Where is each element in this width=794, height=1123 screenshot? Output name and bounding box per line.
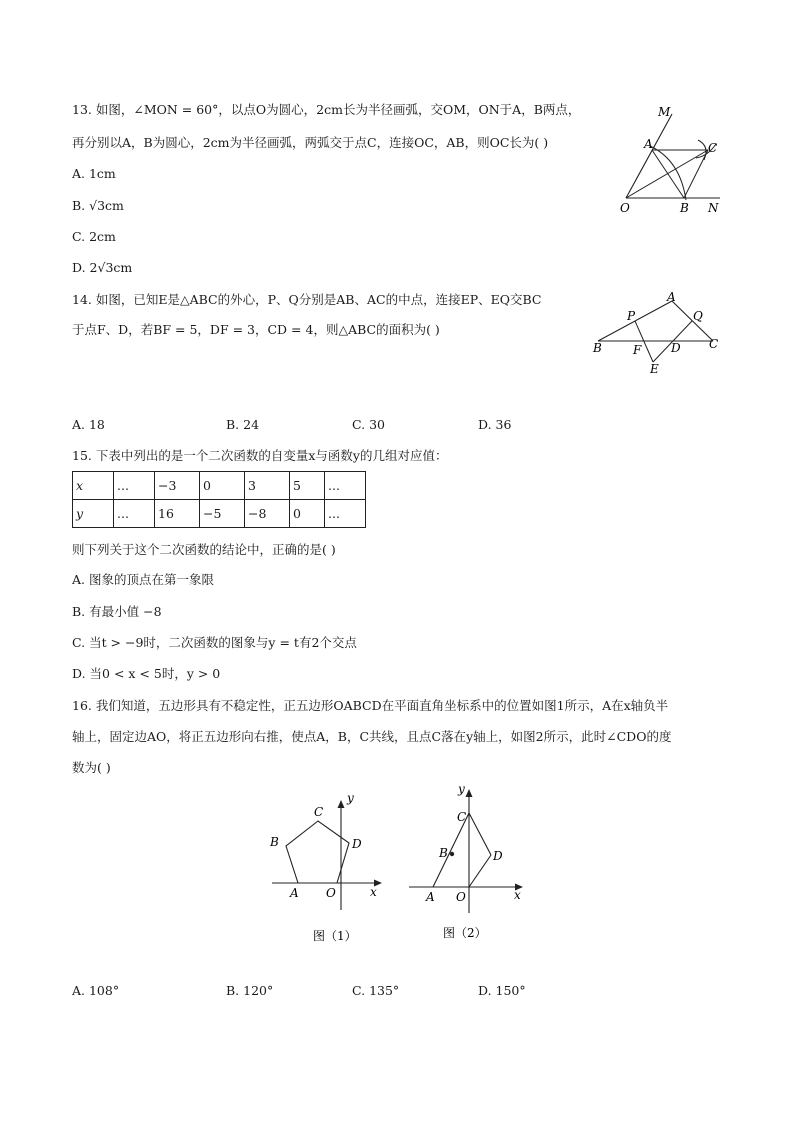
table-cell: ... <box>114 500 155 528</box>
table-cell: 16 <box>155 500 200 528</box>
q14-option-d[interactable]: D. 36 <box>478 417 512 432</box>
q13-stem-line1: 13. 如图，∠MON = 60°，以点O为圆心，2cm长为半径画弧，交OM，ON于A，B两点， <box>72 102 581 117</box>
table-cell: y <box>73 500 114 528</box>
table-row <box>73 500 366 528</box>
q16-fig1-label-b: B <box>270 835 279 849</box>
q14-option-a[interactable]: A. 18 <box>72 417 105 432</box>
q16-fig1-label-a: A <box>290 886 299 900</box>
q13-label-o: O <box>620 201 630 215</box>
q16-fig2-caption: 图（2） <box>443 926 487 940</box>
table-cell: ... <box>114 472 155 500</box>
q13-option-c[interactable]: C. 2cm <box>72 229 116 244</box>
table-cell: ... <box>325 500 366 528</box>
q16-fig2-label-y: y <box>458 782 465 796</box>
q15-option-d[interactable]: D. 当0 < x < 5时，y > 0 <box>72 666 221 681</box>
table-cell: ... <box>325 472 366 500</box>
q16-fig1-label-o: O <box>326 886 336 900</box>
q16-option-b[interactable]: B. 120° <box>226 983 274 998</box>
q13-figure <box>600 100 740 220</box>
q14-option-c[interactable]: C. 30 <box>352 417 385 432</box>
q13-option-a[interactable]: A. 1cm <box>72 166 116 181</box>
q16-stem-line2: 轴上，固定边AO，将正五边形向右推，使点A，B，C共线，且点C落在y轴上，如图2所示，此时∠CDO的度 <box>72 729 672 744</box>
q13-label-a: A <box>644 137 653 151</box>
q16-option-d[interactable]: D. 150° <box>478 983 526 998</box>
q15-stem: 15. 下表中列出的是一个二次函数的自变量x与函数y的几组对应值： <box>72 448 448 463</box>
q16-figure-2 <box>405 783 535 943</box>
table-cell: −3 <box>155 472 200 500</box>
q13-label-n: N <box>708 201 719 215</box>
q14-stem-line1: 14. 如图，已知E是△ABC的外心，P、Q分别是AB、AC的中点，连接EP、EQ交BC <box>72 292 542 307</box>
q15-option-b[interactable]: B. 有最小值 −8 <box>72 604 162 619</box>
q14-label-c: C <box>709 337 719 351</box>
q16-option-a[interactable]: A. 108° <box>72 983 120 998</box>
q16-fig1-label-y: y <box>347 791 354 805</box>
table-cell: 0 <box>290 500 325 528</box>
q15-value-table <box>72 471 366 528</box>
q16-fig2-label-d: D <box>493 849 503 863</box>
table-cell: x <box>73 472 114 500</box>
q13-label-m: M <box>658 105 671 119</box>
q13-stem-line2: 再分别以A，B为圆心，2cm为半径画弧，两弧交于点C，连接OC，AB，则OC长为( ) <box>72 135 549 150</box>
q16-fig1-label-c: C <box>314 805 324 819</box>
q14-label-f: F <box>633 343 642 357</box>
q14-figure <box>585 290 735 380</box>
q16-fig2-label-c: C <box>457 810 467 824</box>
q16-stem-line1: 16. 我们知道，五边形具有不稳定性，正五边形OABCD在平面直角坐标系中的位置如图1所示，A在x轴负半 <box>72 698 669 713</box>
q15-option-a[interactable]: A. 图象的顶点在第一象限 <box>72 572 214 587</box>
table-cell: −8 <box>245 500 290 528</box>
q13-option-b[interactable]: B. √3cm <box>72 198 124 213</box>
q14-label-a: A <box>667 290 676 304</box>
q16-fig1-label-d: D <box>352 837 362 851</box>
q16-fig2-label-x: x <box>514 888 521 902</box>
q16-fig2-label-b: B <box>439 846 448 860</box>
q14-stem-line2: 于点F、D，若BF = 5，DF = 3，CD = 4，则△ABC的面积为( ) <box>72 322 440 337</box>
table-cell: 5 <box>290 472 325 500</box>
q14-option-b[interactable]: B. 24 <box>226 417 260 432</box>
table-row <box>73 472 366 500</box>
q13-label-c: C <box>708 141 718 155</box>
q16-fig1-label-x: x <box>370 885 377 899</box>
q14-label-b: B <box>593 341 602 355</box>
table-cell: 0 <box>200 472 245 500</box>
q14-label-p: P <box>627 309 636 323</box>
table-cell: 3 <box>245 472 290 500</box>
q14-label-q: Q <box>693 309 703 323</box>
q13-label-b: B <box>680 201 689 215</box>
q15-question: 则下列关于这个二次函数的结论中，正确的是( ) <box>72 542 336 557</box>
q13-option-d[interactable]: D. 2√3cm <box>72 260 133 275</box>
q14-label-e: E <box>650 362 659 376</box>
q15-option-c[interactable]: C. 当t > −9时，二次函数的图象与y = t有2个交点 <box>72 635 357 650</box>
table-cell: −5 <box>200 500 245 528</box>
q16-figure-1 <box>262 790 392 950</box>
q14-label-d: D <box>671 341 681 355</box>
q16-fig1-caption: 图（1） <box>313 929 357 943</box>
q16-stem-line3: 数为( ) <box>72 760 111 775</box>
q16-fig2-label-o: O <box>456 890 466 904</box>
q16-fig2-label-a: A <box>426 890 435 904</box>
q16-option-c[interactable]: C. 135° <box>352 983 400 998</box>
